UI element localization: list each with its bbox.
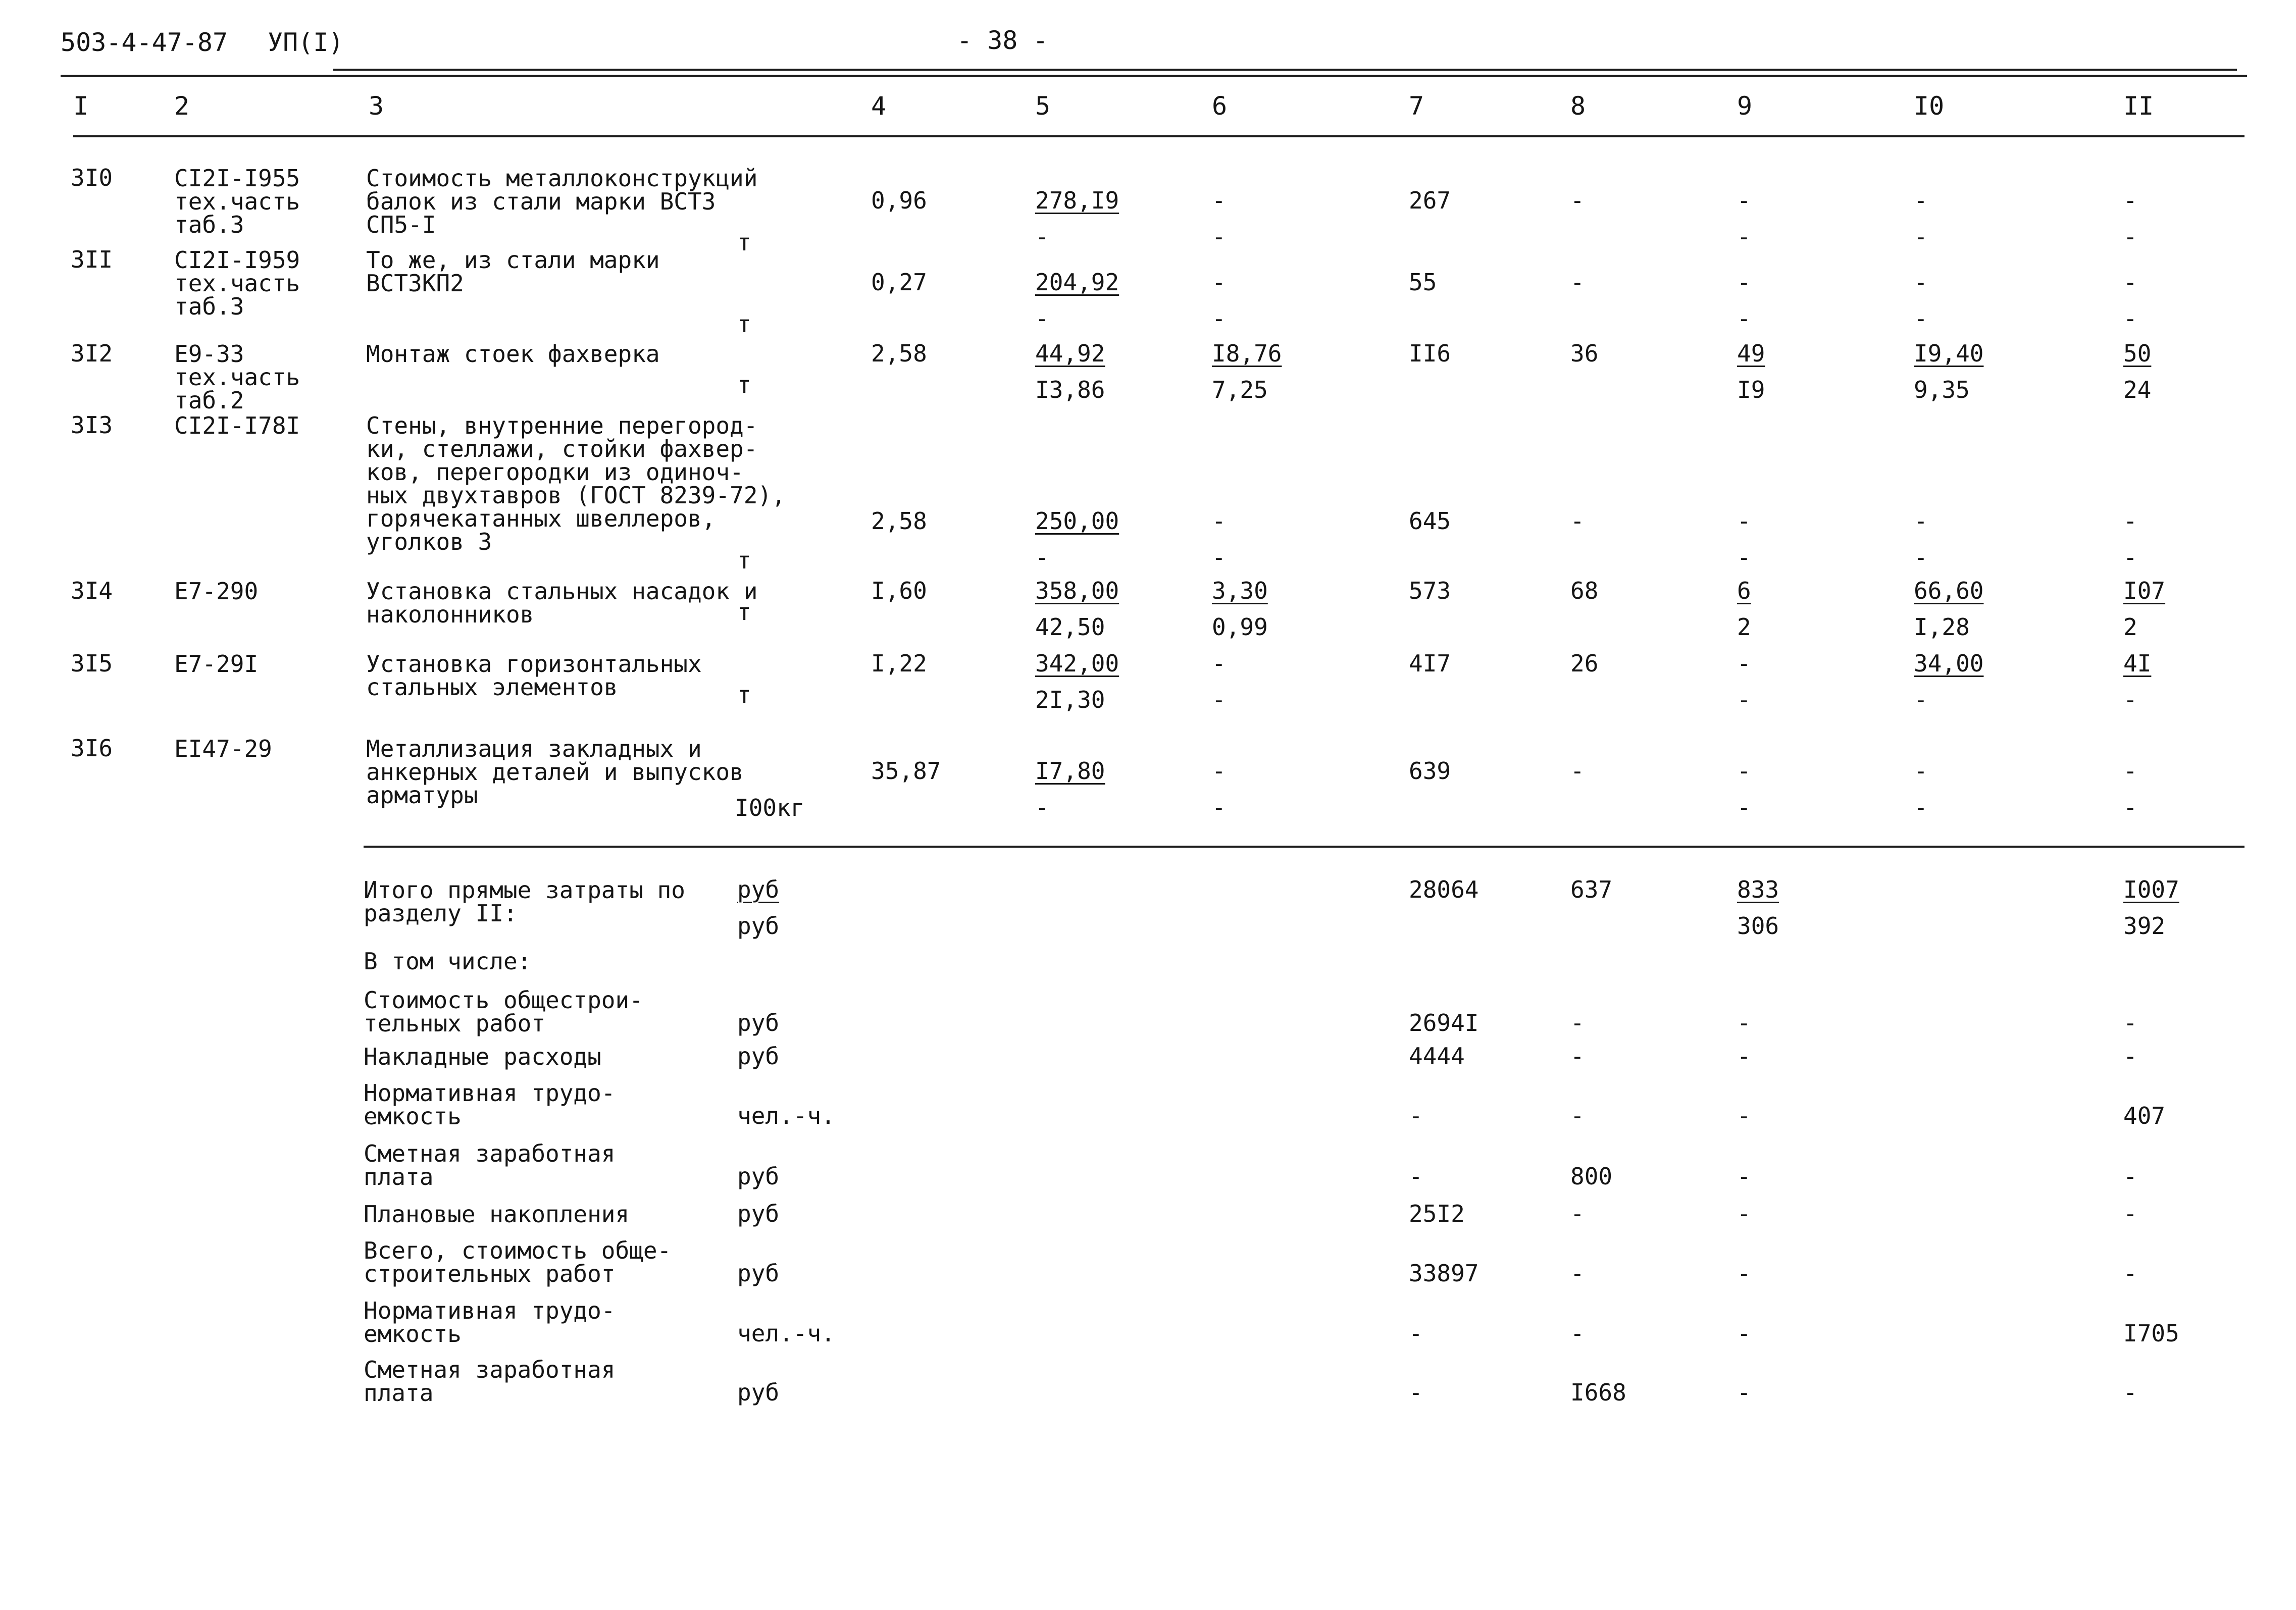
col11-bottom: - — [2123, 223, 2137, 250]
col10-bottom: - — [1914, 223, 1928, 250]
col11-top: 50 — [2123, 340, 2152, 367]
row-number: 3I3 — [71, 411, 113, 439]
col9-bottom: 2 — [1737, 613, 1751, 641]
col11-bottom: - — [2123, 544, 2137, 571]
summary-total-cost: 2694I — [1409, 1009, 1479, 1036]
unit-cost-bottom: - — [1035, 794, 1049, 821]
col10-bottom: - — [1914, 686, 1928, 713]
totals-wage: 637 — [1570, 876, 1613, 903]
summary-wage: - — [1570, 1043, 1585, 1070]
unit-cost-bottom: - — [1035, 544, 1049, 571]
work-description: Металлизация закладных и анкерных деталей и выпусков арматуры — [366, 735, 744, 809]
work-description: То же, из стали марки ВСТ3КП2 — [366, 246, 660, 297]
summary-label: Сметная заработная плата — [364, 1140, 616, 1190]
col10-top: I9,40 — [1914, 340, 1984, 367]
quantity: 2,58 — [871, 340, 927, 367]
summary-label: Нормативная трудо- емкость — [364, 1079, 616, 1130]
row-code: E9-33 тех.часть таб.2 — [174, 340, 300, 414]
unit-cost-bottom: - — [1035, 223, 1049, 250]
summary-col11: - — [2123, 1163, 2137, 1190]
summary-col11: 407 — [2123, 1102, 2166, 1129]
summary-unit: руб — [737, 1009, 780, 1036]
machines-cost-top: 3,30 — [1212, 577, 1268, 604]
unit-of-measure: I00кг — [735, 794, 805, 821]
summary-unit: руб — [737, 1163, 780, 1190]
unit-cost-top: I7,80 — [1035, 757, 1105, 785]
summary-wage: - — [1570, 1320, 1585, 1347]
unit-cost-top: 358,00 — [1035, 577, 1119, 604]
col10-bottom: - — [1914, 305, 1928, 332]
col9-top: - — [1737, 187, 1751, 214]
col9-top: - — [1737, 650, 1751, 677]
wage-total: 36 — [1570, 340, 1599, 367]
summary-label: Плановые накопления — [364, 1201, 630, 1228]
machines-cost-bottom: - — [1212, 305, 1226, 332]
col11-bottom: 2 — [2123, 613, 2137, 641]
col9-bottom: - — [1737, 794, 1751, 821]
row-code: CI2I-I78I — [174, 412, 300, 439]
summary-label: Всего, стоимость обще- строительных работ — [364, 1237, 672, 1287]
totals-total-cost: 28064 — [1409, 876, 1479, 903]
quantity: 0,27 — [871, 269, 927, 296]
col9-top: - — [1737, 507, 1751, 535]
col11-top: - — [2123, 269, 2137, 296]
work-description: Монтаж стоек фахверка — [366, 340, 660, 368]
work-description: Стены, внутренние перегород- ки, стеллажи, стойки фахвер- ков, перегородки из одиноч- ных двухтавров (ГОСТ 8239-72), горячекатанных швеллеров, уголков 3 — [366, 412, 786, 555]
unit-of-measure: т — [737, 681, 751, 708]
col11-bottom: - — [2123, 305, 2137, 332]
col10-top: - — [1914, 269, 1928, 296]
col10-bottom: - — [1914, 544, 1928, 571]
row-number: 3I2 — [71, 340, 113, 367]
summary-unit: руб — [737, 1200, 780, 1227]
header-bottom-rule — [73, 135, 2244, 137]
summary-total-cost: - — [1409, 1102, 1423, 1129]
column-number: I0 — [1914, 91, 1945, 121]
summary-unit: руб — [737, 1379, 780, 1406]
column-number: I — [73, 91, 89, 121]
col9-bottom: - — [1737, 305, 1751, 332]
unit-cost-top: 278,I9 — [1035, 187, 1119, 214]
total-cost: 639 — [1409, 757, 1451, 785]
machines-cost-top: - — [1212, 507, 1226, 535]
column-number: 5 — [1035, 91, 1051, 121]
row-code: CI2I-I955 тех.часть таб.3 — [174, 165, 300, 238]
column-number: 4 — [871, 91, 887, 121]
summary-label: Накладные расходы — [364, 1043, 601, 1070]
work-description: Установка стальных насадок и наколонников — [366, 578, 758, 628]
col10-top: 66,60 — [1914, 577, 1984, 604]
summary-col11: - — [2123, 1009, 2137, 1036]
summary-col9: - — [1737, 1260, 1751, 1287]
col10-top: - — [1914, 187, 1928, 214]
summary-col9: - — [1737, 1379, 1751, 1406]
machines-cost-bottom: 7,25 — [1212, 376, 1268, 403]
totals-col11-bottom: 392 — [2123, 912, 2166, 940]
unit-cost-top: 250,00 — [1035, 507, 1119, 535]
totals-label: Итого прямые затраты по разделу II: — [364, 876, 685, 927]
col10-bottom: 9,35 — [1914, 376, 1970, 403]
header-top-rule — [333, 69, 2237, 71]
summary-wage: I668 — [1570, 1379, 1626, 1406]
total-cost: 55 — [1409, 269, 1437, 296]
summary-unit: руб — [737, 1260, 780, 1287]
col9-bottom: - — [1737, 686, 1751, 713]
wage-total: - — [1570, 269, 1585, 296]
summary-wage: - — [1570, 1200, 1585, 1227]
col9-top: - — [1737, 269, 1751, 296]
wage-total: - — [1570, 507, 1585, 535]
wage-total: 68 — [1570, 577, 1599, 604]
machines-cost-top: - — [1212, 757, 1226, 785]
col9-bottom: - — [1737, 223, 1751, 250]
machines-cost-top: - — [1212, 187, 1226, 214]
row-code: E7-290 — [174, 578, 259, 605]
summary-label: Сметная заработная плата — [364, 1356, 616, 1407]
column-number: 3 — [369, 91, 384, 121]
summary-col9: - — [1737, 1200, 1751, 1227]
total-cost: 267 — [1409, 187, 1451, 214]
quantity: I,22 — [871, 650, 927, 677]
unit-cost-bottom: I3,86 — [1035, 376, 1105, 403]
row-code: CI2I-I959 тех.часть таб.3 — [174, 246, 300, 320]
machines-cost-bottom: 0,99 — [1212, 613, 1268, 641]
wage-total: 26 — [1570, 650, 1599, 677]
summary-unit: руб — [737, 1043, 780, 1070]
unit-cost-top: 342,00 — [1035, 650, 1119, 677]
col11-top: I07 — [2123, 577, 2166, 604]
machines-cost-top: - — [1212, 269, 1226, 296]
summary-col11: - — [2123, 1200, 2137, 1227]
summary-wage: 800 — [1570, 1163, 1613, 1190]
quantity: I,60 — [871, 577, 927, 604]
col10-bottom: - — [1914, 794, 1928, 821]
col9-top: - — [1737, 757, 1751, 785]
total-cost: 573 — [1409, 577, 1451, 604]
unit-cost-top: 204,92 — [1035, 269, 1119, 296]
machines-cost-bottom: - — [1212, 794, 1226, 821]
unit-cost-bottom: 42,50 — [1035, 613, 1105, 641]
total-cost: 645 — [1409, 507, 1451, 535]
header-top-rule-left — [61, 75, 2247, 77]
totals-unit-bottom: руб — [737, 912, 780, 940]
col9-top: 49 — [1737, 340, 1765, 367]
totals-rule — [364, 846, 2244, 848]
column-number: 9 — [1737, 91, 1753, 121]
column-number: 8 — [1570, 91, 1586, 121]
col11-top: 4I — [2123, 650, 2152, 677]
summary-wage: - — [1570, 1260, 1585, 1287]
quantity: 0,96 — [871, 187, 927, 214]
quantity: 2,58 — [871, 507, 927, 535]
col10-top: 34,00 — [1914, 650, 1984, 677]
summary-col9: - — [1737, 1163, 1751, 1190]
col11-bottom: - — [2123, 794, 2137, 821]
summary-unit: чел.-ч. — [737, 1102, 835, 1129]
col9-bottom: I9 — [1737, 376, 1765, 403]
summary-total-cost: - — [1409, 1163, 1423, 1190]
summary-col9: - — [1737, 1009, 1751, 1036]
summary-total-cost: 33897 — [1409, 1260, 1479, 1287]
summary-label: Нормативная трудо- емкость — [364, 1297, 616, 1347]
column-number: 7 — [1409, 91, 1424, 121]
col11-bottom: 24 — [2123, 376, 2152, 403]
wage-total: - — [1570, 757, 1585, 785]
summary-col11: I705 — [2123, 1320, 2179, 1347]
summary-total-cost: - — [1409, 1379, 1423, 1406]
summary-wage: - — [1570, 1009, 1585, 1036]
summary-col11: - — [2123, 1043, 2137, 1070]
summary-col11: - — [2123, 1260, 2137, 1287]
in-total-label: В том числе: — [364, 948, 532, 975]
unit-of-measure: т — [737, 547, 751, 574]
unit-cost-top: 44,92 — [1035, 340, 1105, 367]
unit-of-measure: т — [737, 371, 751, 398]
col10-bottom: I,28 — [1914, 613, 1970, 641]
col11-bottom: - — [2123, 686, 2137, 713]
col10-top: - — [1914, 507, 1928, 535]
unit-of-measure: т — [737, 229, 751, 256]
machines-cost-bottom: - — [1212, 544, 1226, 571]
totals-col9-top: 833 — [1737, 876, 1779, 903]
summary-col9: - — [1737, 1043, 1751, 1070]
summary-wage: - — [1570, 1102, 1585, 1129]
column-number: 6 — [1212, 91, 1228, 121]
summary-unit: чел.-ч. — [737, 1320, 835, 1347]
col11-top: - — [2123, 187, 2137, 214]
quantity: 35,87 — [871, 757, 941, 785]
row-number: 3II — [71, 246, 113, 273]
totals-unit-top: руб — [737, 876, 780, 903]
totals-col9-bottom: 306 — [1737, 912, 1779, 940]
summary-total-cost: 25I2 — [1409, 1200, 1465, 1227]
summary-col9: - — [1737, 1320, 1751, 1347]
row-number: 3I4 — [71, 577, 113, 604]
summary-label: Стоимость общестрои- тельных работ — [364, 986, 643, 1037]
machines-cost-bottom: - — [1212, 686, 1226, 713]
totals-col11-top: I007 — [2123, 876, 2179, 903]
machines-cost-bottom: - — [1212, 223, 1226, 250]
album-code: УП(I) — [268, 28, 344, 57]
total-cost: II6 — [1409, 340, 1451, 367]
row-code: E7-29I — [174, 650, 259, 678]
unit-cost-bottom: - — [1035, 305, 1049, 332]
page-number: - 38 - — [957, 26, 1048, 55]
work-description: Стоимость металлоконструкций балок из стали марки ВСТ3 СП5-I — [366, 165, 758, 238]
summary-total-cost: 4444 — [1409, 1043, 1465, 1070]
summary-total-cost: - — [1409, 1320, 1423, 1347]
col10-top: - — [1914, 757, 1928, 785]
row-number: 3I0 — [71, 164, 113, 191]
col9-bottom: - — [1737, 544, 1751, 571]
wage-total: - — [1570, 187, 1585, 214]
col11-top: - — [2123, 507, 2137, 535]
unit-of-measure: т — [737, 598, 751, 626]
doc-code: 503-4-47-87 — [61, 28, 228, 57]
row-code: EI47-29 — [174, 735, 272, 762]
column-number: II — [2123, 91, 2154, 121]
row-number: 3I6 — [71, 735, 113, 762]
row-number: 3I5 — [71, 650, 113, 677]
total-cost: 4I7 — [1409, 650, 1451, 677]
col9-top: 6 — [1737, 577, 1751, 604]
work-description: Установка горизонтальных стальных элементов — [366, 650, 702, 701]
machines-cost-top: - — [1212, 650, 1226, 677]
unit-of-measure: т — [737, 310, 751, 338]
machines-cost-top: I8,76 — [1212, 340, 1282, 367]
summary-col11: - — [2123, 1379, 2137, 1406]
column-number: 2 — [174, 91, 190, 121]
summary-col9: - — [1737, 1102, 1751, 1129]
unit-cost-bottom: 2I,30 — [1035, 686, 1105, 713]
col11-top: - — [2123, 757, 2137, 785]
